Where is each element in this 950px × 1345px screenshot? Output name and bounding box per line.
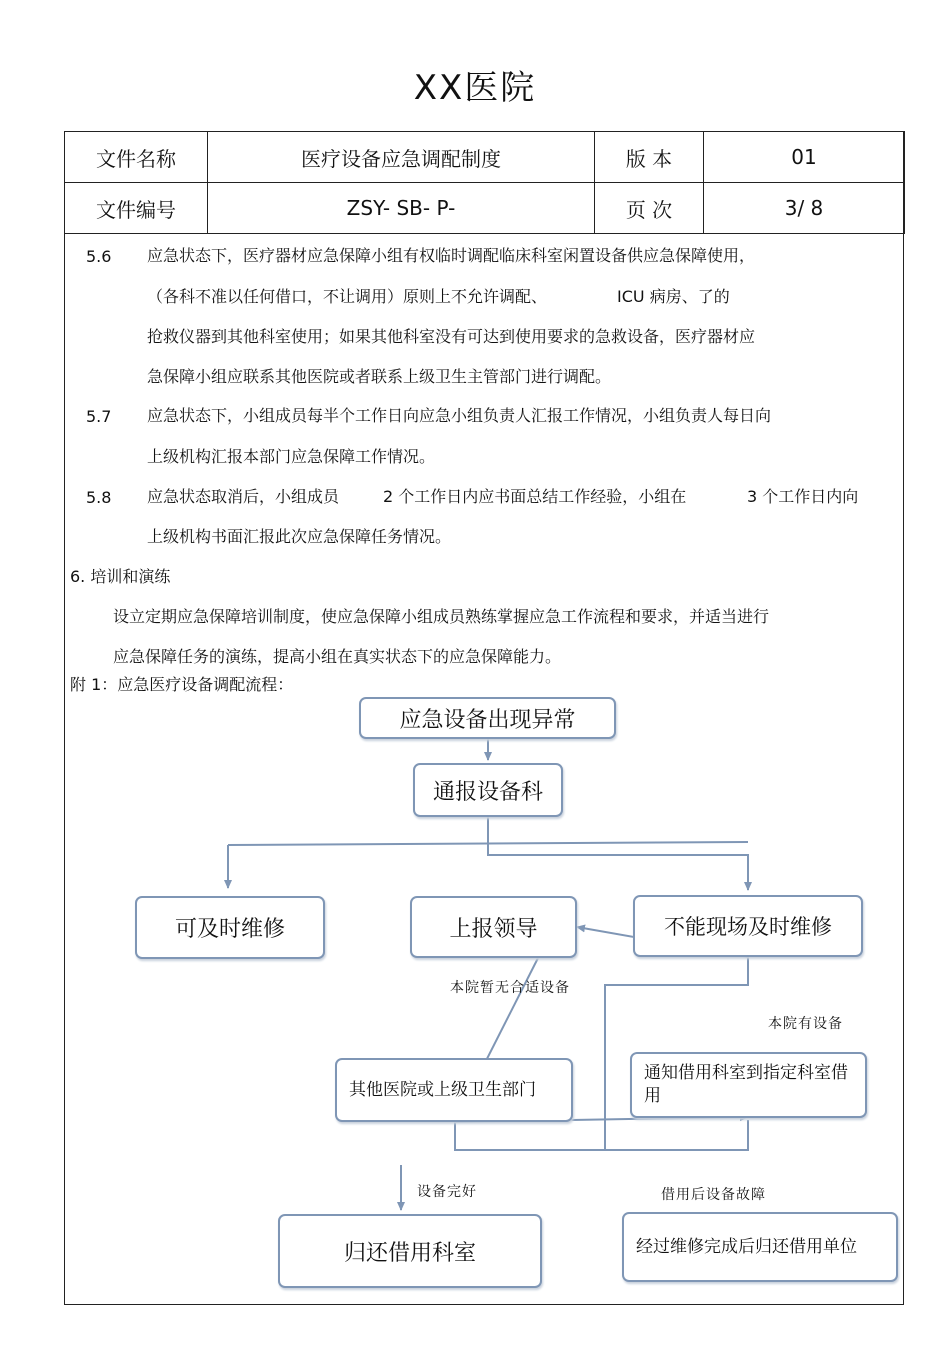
arrow-to-cannot-repair: [488, 817, 748, 890]
document-title: XX医院: [413, 68, 537, 108]
flow-box-abnormal: 应急设备出现异常: [359, 697, 616, 739]
flow-label-fault-after: 借用后设备故障: [661, 1187, 766, 1203]
section-5-6-line3: 抢救仪器到其他科室使用；如果其他科室没有可达到使用要求的急救设备，医疗器材应: [147, 327, 756, 346]
version-label: 版 本: [595, 132, 704, 183]
file-name-value: 医疗设备应急调配制度: [208, 132, 595, 183]
section-5-7-line2: 上级机构汇报本部门应急保障工作情况。: [147, 447, 436, 466]
flow-box-other-hospital: 其他医院或上级卫生部门: [335, 1058, 573, 1122]
file-number-label: 文件编号: [65, 183, 208, 234]
flow-label-equipment-ok: 设备完好: [417, 1184, 477, 1200]
flow-box-return: 归还借用科室: [278, 1214, 542, 1288]
flow-label-has-equipment: 本院有设备: [768, 1016, 843, 1032]
section-5-8-line1a: 应急状态取消后，小组成员: [147, 487, 340, 506]
section-5-6-line2b: ICU 病房、了的: [617, 287, 730, 306]
section-5-6-line4: 急保障小组应联系其他医院或者联系上级卫生主管部门进行调配。: [147, 367, 612, 386]
section-5-8-number: 5.8: [86, 488, 112, 507]
section-5-7-line1: 应急状态下，小组成员每半个工作日向应急小组负责人汇报工作情况，小组负责人每日向: [147, 406, 772, 425]
version-value: 01: [704, 132, 905, 183]
flow-box-repair-ok: 可及时维修: [135, 896, 325, 959]
flow-box-cannot-repair: 不能现场及时维修: [633, 895, 863, 957]
section-5-8-line2: 上级机构书面汇报此次应急保障任务情况。: [147, 527, 452, 546]
line-bottom-loop: [455, 1120, 748, 1150]
flow-box-report: 上报领导: [410, 896, 577, 958]
appendix-title: 附 1：应急医疗设备调配流程：: [70, 675, 294, 694]
file-number-value: ZSY- SB- P-: [208, 183, 595, 234]
section-5-8-line1b: 2 个工作日内应书面总结工作经验，小组在: [383, 487, 687, 506]
section-6-line1: 设立定期应急保障培训制度，使应急保障小组成员熟练掌握应急工作流程和要求，并适当进行: [113, 607, 770, 626]
section-6-heading: 6. 培训和演练: [70, 567, 171, 586]
flow-label-no-equipment: 本院暂无合适设备: [450, 980, 570, 996]
page-label: 页 次: [595, 183, 704, 234]
flow-box-notify: 通报设备科: [413, 763, 563, 817]
flow-box-repair-return: 经过维修完成后归还借用单位: [622, 1212, 898, 1282]
page-value: 3/ 8: [704, 183, 905, 234]
section-5-8-line1c: 3 个工作日内向: [747, 487, 859, 506]
file-name-label: 文件名称: [65, 132, 208, 183]
section-5-6-line2a: （各科不准以任何借口，不让调用）原则上不允许调配、: [147, 287, 548, 306]
section-6-line2: 应急保障任务的演练，提高小组在真实状态下的应急保障能力。: [113, 647, 562, 666]
section-5-7-number: 5.7: [86, 407, 112, 426]
section-5-6-number: 5.6: [86, 247, 112, 266]
flow-box-borrow: 通知借用科室到指定科室借用: [630, 1052, 867, 1118]
section-5-6-line1: 应急状态下，医疗器材应急保障小组有权临时调配临床科室闲置设备供应急保障使用，: [147, 246, 756, 265]
